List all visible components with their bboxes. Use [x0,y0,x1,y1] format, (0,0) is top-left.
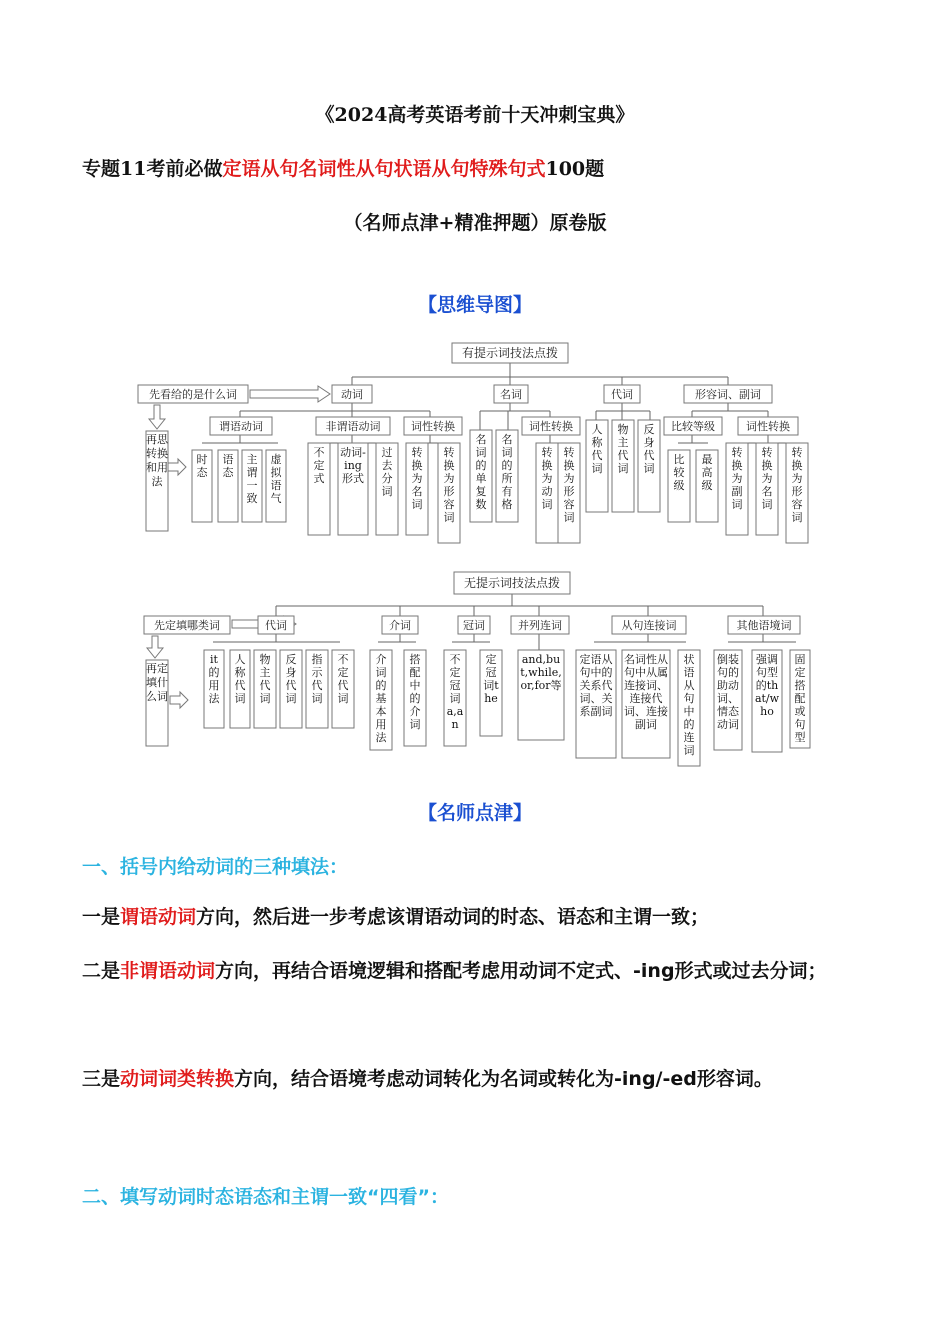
map2-leaf: 定冠词the [483,653,499,705]
edition-subtitle: （名师点津+精准押题）原卷版 [343,212,607,234]
map1-leaf: 过去分词 [381,446,393,498]
p1-highlight: 谓语动词 [120,906,197,928]
map2-leaf: it的用法 [208,653,220,705]
paragraph-one [82,890,882,944]
p2-body: 方向，再结合语境逻辑和搭配考虑用动词不定式、-ing形式或过去分词； [215,960,827,982]
map2-root: 无提示词技法点拨 [463,576,561,590]
map2-category: 介词 [389,619,411,632]
map2-leaf: 状语从句中的连词 [683,653,695,757]
map2-leaf: 人称代词 [234,653,246,705]
map2-leaf: 介词的基本用法 [375,653,387,744]
map1-leaf: 虚拟语气 [270,453,282,505]
map2-leaves [204,650,810,769]
map2-leaf: 搭配中的介词 [409,653,421,731]
map1-category: 动词 [341,388,363,401]
map1-subcategory: 非谓语动词 [325,420,381,433]
map1-leaf: 物主代词 [617,423,629,475]
topic-suffix: 100题 [545,158,605,180]
map1-leaf: 不定式 [313,446,325,485]
topic-title [82,154,604,181]
map1-root: 有提示词技法点拨 [461,346,559,360]
map2-leaf: 名词性从句中从属连接词、连接代词、连接副词 [624,653,668,731]
mindmap-with-hints [130,335,820,545]
map1-category: 代词 [611,388,633,401]
map2-leaf: 定语从句中的关系代词、关系副词 [579,653,613,718]
map2-leaf: and,but,while,or,for等 [520,653,562,692]
map1-leaf: 名词的所有格 [501,433,513,511]
map1-leaves [192,420,808,545]
map1-leaf: 反身代词 [643,423,655,475]
map2-leaf: 反身代词 [285,653,297,705]
mindmap-without-hints [138,566,818,771]
map1-subcategory: 词性转换 [411,420,455,433]
map2-left-label: 先定填哪类词 [154,619,220,632]
p2-lead: 二是 [82,960,121,982]
section-two-heading: 二、填写动词时态语态和主谓一致“四看”： [82,1186,449,1208]
p1-body: 方向，然后进一步考虑该谓语动词的时态、语态和主谓一致； [196,906,710,928]
map1-leaf: 转换为副词 [731,446,743,511]
map1-leaf: 语态 [222,453,234,479]
map2-category: 从句连接词 [621,619,677,632]
map1-subcategory: 词性转换 [529,420,573,433]
map2-category: 代词 [265,619,287,632]
map1-subcategory: 谓语动词 [219,420,263,433]
map1-leaf: 人称代词 [591,423,603,475]
map2-category: 冠词 [463,619,485,632]
map1-leaf: 名词的单复数 [475,433,487,511]
map1-leaf: 转换为形容词 [563,446,575,524]
map2-side-label: 再定填什么词 [146,662,168,703]
map1-subcategory: 比较等级 [671,420,715,433]
map1-leaf: 时态 [196,453,208,479]
map2-leaf: 不定冠词a,an [446,653,464,731]
map1-left-label: 先看给的是什么词 [149,388,237,401]
tips-heading: 【名师点津】 [417,802,532,824]
map2-leaf: 物主代词 [259,653,271,705]
paragraph-two [82,944,882,998]
map1-subcategory: 词性转换 [746,420,790,433]
map2-categories [258,616,800,634]
map2-leaf: 固定搭配或句型 [794,653,806,744]
map1-leaf: 转换为动词 [541,446,553,511]
topic-highlight: 定语从句名词性从句状语从句特殊句式 [222,158,546,180]
map2-leaf: 指示代词 [311,653,323,705]
map1-categories [332,385,772,403]
map1-leaf: 转换为名词 [761,446,773,511]
map1-category: 形容词、副词 [695,388,761,401]
document-title: 《2024高考英语考前十天冲刺宝典》 [315,104,635,126]
p1-lead: 一是 [82,906,121,928]
map2-leaf: 倒装句的助动词、情态动词 [717,653,739,731]
section-one-heading: 一、括号内给动词的三种填法： [82,856,349,878]
map2-leaf: 强调句型的that/who [754,653,780,718]
map1-leaf: 比较级 [673,453,685,492]
map1-category: 名词 [500,388,522,401]
map1-leaf: 转换为形容词 [791,446,803,524]
map1-side-label: 再思转换和用法 [146,433,168,488]
map1-leaf: 转换为名词 [411,446,423,511]
p3-lead: 三是 [82,1068,121,1090]
topic-prefix: 专题11考前必做 [82,158,223,180]
map2-category: 其他语境词 [736,619,792,632]
map2-category: 并列连词 [518,619,562,632]
p3-highlight: 动词词类转换 [120,1068,235,1090]
map2-leaf: 不定代词 [337,653,349,705]
p3-body: 方向，结合语境考虑动词转化为名词或转化为-ing/-ed形容词。 [234,1068,773,1090]
map1-leaf: 主谓一致 [246,453,258,505]
paragraph-three [82,1052,882,1106]
mindmap-heading: 【思维导图】 [417,294,532,316]
map1-leaf: 转换为形容词 [443,446,455,524]
map1-leaf: 动词-ing形式 [340,446,366,485]
map1-leaf: 最高级 [701,453,713,492]
p2-highlight: 非谓语动词 [120,960,216,982]
